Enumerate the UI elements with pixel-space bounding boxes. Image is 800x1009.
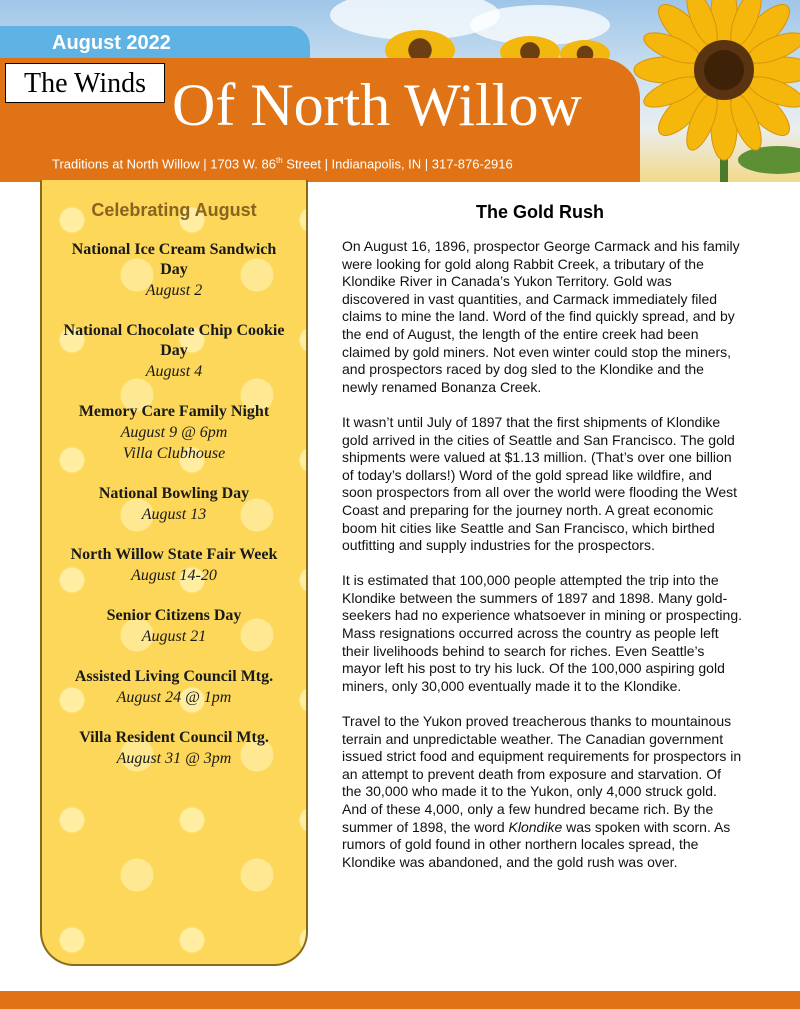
article-title: The Gold Rush	[476, 202, 604, 222]
event-item	[42, 402, 306, 464]
event-item	[42, 606, 306, 647]
article-paragraph: It wasn’t until July of 1897 that the first shipments of Klondike gold arrived in the cities of Seattle and San Francisco. The gold shipments were valued at $1.13 million. (That’s over one billion of today’s dollars!) Word of the gold spread like wildfire, and soon prospectors from all over the world were flooding the West Coast and preparing for the journey north. A great economic boom hit cities like Seattle and San Francisco, which birthed outfitting and supply industries for the prospectors.	[342, 413, 738, 554]
article-paragraph: It is estimated that 100,000 people attempted the trip into the Klondike between the summers of 1897 and 1898. Many gold-seekers had no experience whatsoever in mining or prospecting. Mass resignations occurred across the country as people left their livelihoods behind to search for riches. Even Seattle’s mayor left his post to try his luck. Of the 100,000 aspiring gold miners, only 30,000 eventually made it to the Klondike.	[342, 572, 743, 694]
event-name: Assisted Living Council Mtg.	[74, 668, 274, 685]
events-sidebar	[40, 180, 308, 966]
event-item	[42, 667, 306, 708]
event-name: National Bowling Day	[98, 485, 250, 502]
event-item	[42, 545, 306, 586]
event-item	[42, 728, 306, 769]
newsletter-title: Of North Willow	[172, 72, 582, 138]
event-date: August 9 @ 6pm	[120, 424, 228, 441]
footer-bar	[0, 991, 800, 1009]
article-body	[342, 238, 742, 889]
event-name: North Willow State Fair Week	[70, 546, 278, 563]
title-small: The Winds	[5, 63, 165, 103]
event-name: Senior Citizens Day	[106, 607, 242, 624]
article-paragraph: Travel to the Yukon proved treacherous thanks to mountainous terrain and unpredictable weather. The Canadian government issued strict food and equipment requirements for prospectors in an attempt to prevent death from exposure and starvation. Of the 30,000 who made it to the Yukon, only 4,000 struck gold. And of these 4,000, only a few hundred became rich. By the summer of 1898, the word Klondike was spoken with scorn. As rumors of gold found in other northern locales spread, the Klondike was abandoned, and the gold rush was over.	[342, 713, 742, 870]
article-paragraph: On August 16, 1896, prospector George Carmack and his family were looking for gold along Rabbit Creek, a tributary of the Klondike River in Canada’s Yukon Territory. Gold was discovered in vast quantities, and Carmack immediately filed claims to mine the land. Word of the find quickly spread, and by the end of August, the length of the entire creek had been claimed by gold miners. Not even winter could stop the miners, and prospectors raced by dog sled to the Klondike and the newly renamed Bonanza Creek.	[342, 238, 740, 395]
sunflower-image	[628, 0, 800, 182]
event-location: Villa Clubhouse	[122, 445, 226, 462]
event-date: August 4	[145, 363, 203, 380]
event-item	[42, 484, 306, 525]
event-date: August 21	[141, 628, 207, 645]
address-line: Traditions at North Willow | 1703 W. 86th Street | Indianapolis, IN | 317-876-2916	[52, 156, 513, 172]
event-date: August 31 @ 3pm	[116, 750, 232, 767]
sidebar-title: Celebrating August	[91, 200, 257, 220]
event-date: August 2	[145, 282, 203, 299]
emphasis-klondike: Klondike	[508, 818, 563, 835]
masthead	[0, 0, 800, 182]
event-date: August 24 @ 1pm	[116, 689, 232, 706]
event-item	[42, 321, 306, 382]
event-item	[42, 240, 306, 301]
issue-month: August 2022	[52, 32, 171, 54]
event-name: National Ice Cream Sandwich Day	[71, 241, 277, 278]
events-list	[42, 240, 306, 789]
event-name: Memory Care Family Night	[78, 403, 270, 420]
event-date: August 13	[141, 506, 207, 523]
event-date: August 14-20	[131, 567, 217, 584]
event-name: National Chocolate Chip Cookie Day	[63, 322, 285, 359]
event-name: Villa Resident Council Mtg.	[79, 729, 269, 746]
